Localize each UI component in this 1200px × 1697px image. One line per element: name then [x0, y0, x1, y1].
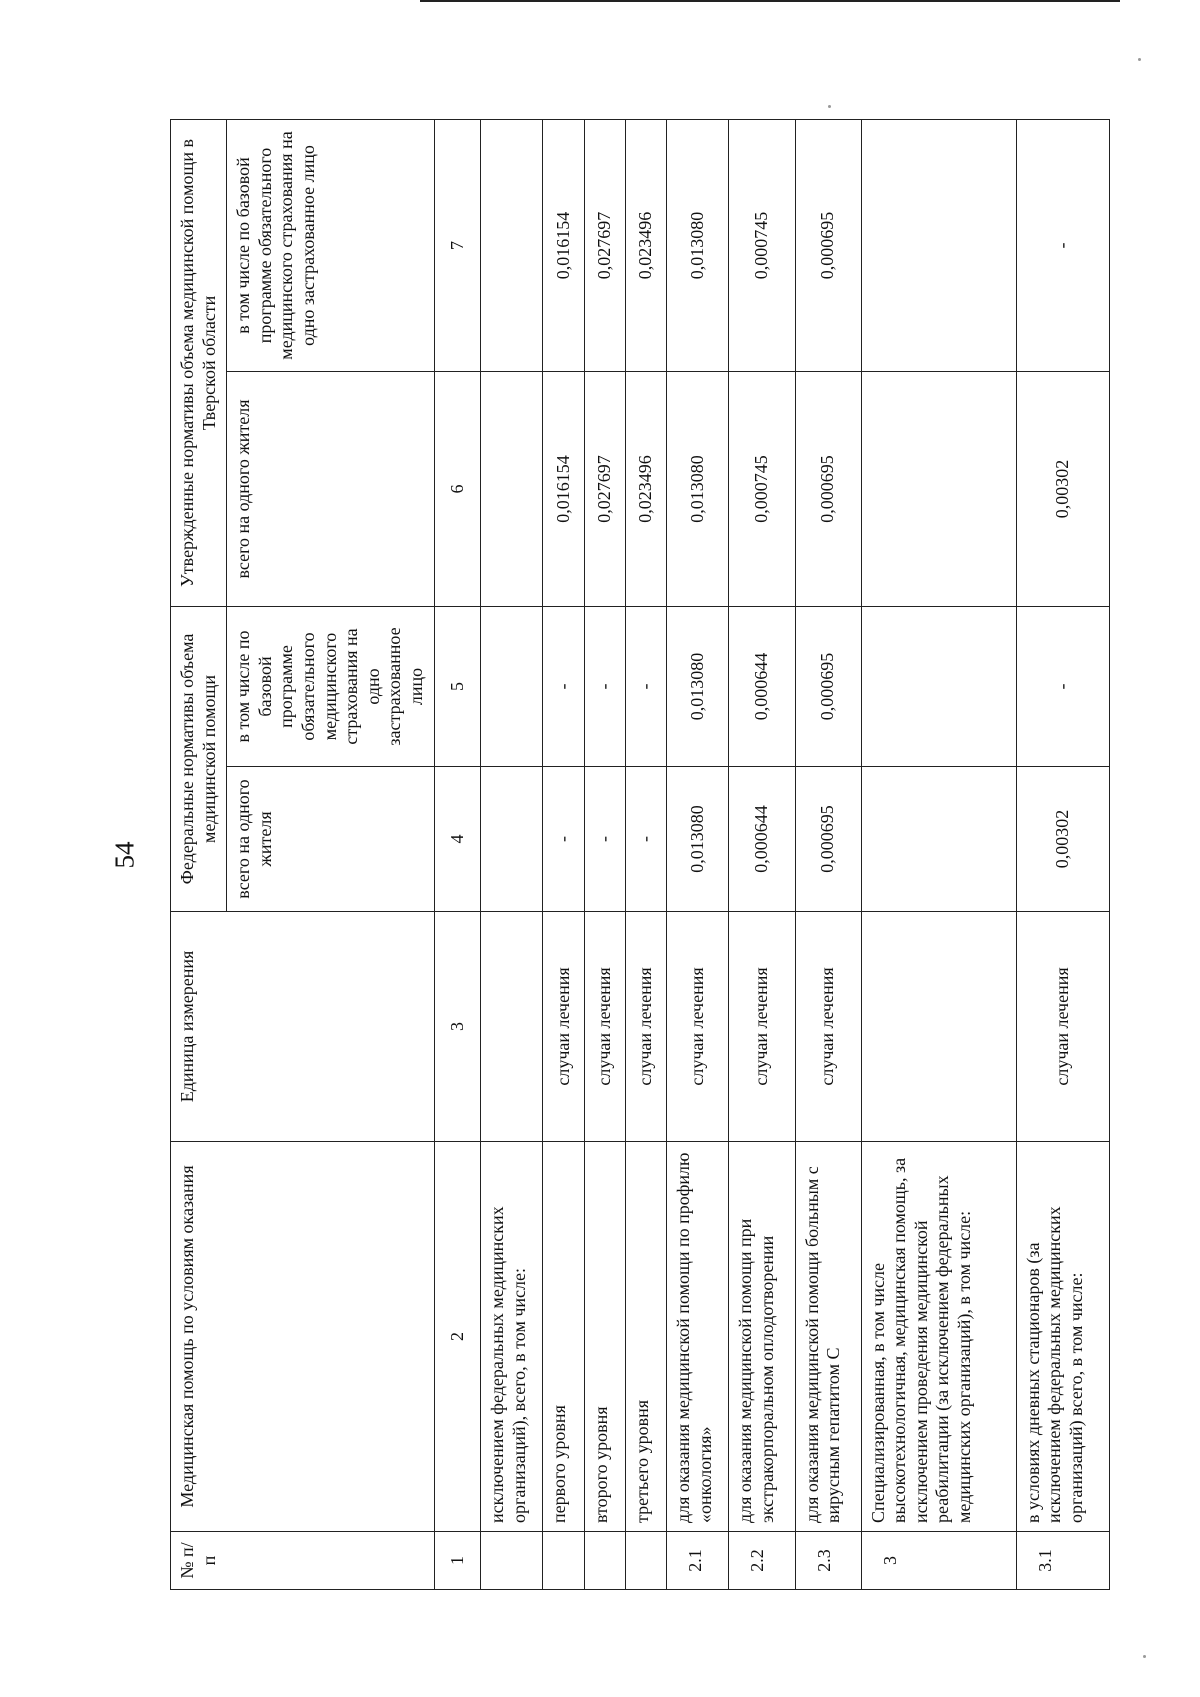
header-federal-oms: в том числе по базовой программе обязательного медицинского страхования на одно застрахованное лицо [227, 606, 434, 766]
row-tver-oms: 0,000695 [795, 119, 861, 371]
row-federal-oms: - [625, 606, 666, 766]
row-tver-total: 0,013080 [667, 371, 729, 606]
column-number: 3 [434, 912, 481, 1142]
row-tver-total: 0,00302 [1016, 371, 1109, 606]
row-federal-total: - [584, 767, 625, 912]
column-number: 5 [434, 606, 481, 766]
row-tver-total [861, 371, 1016, 606]
row-unit: случаи лечения [795, 912, 861, 1142]
row-tver-oms [861, 119, 1016, 371]
row-care-name: первого уровня [543, 1142, 584, 1532]
row-federal-total: 0,00302 [1016, 767, 1109, 912]
top-border-line [420, 0, 1120, 2]
header-tver-total: всего на одного жителя [227, 371, 434, 606]
row-care-name: для оказания медицинской помощи больным с вирусным гепатитом С [795, 1142, 861, 1532]
column-number: 2 [434, 1142, 481, 1532]
row-federal-total: - [625, 767, 666, 912]
table-row [667, 119, 729, 1589]
row-tver-oms: 0,016154 [543, 119, 584, 371]
row-tver-oms: 0,027697 [584, 119, 625, 371]
row-number [625, 1532, 666, 1590]
row-tver-oms: - [1016, 119, 1109, 371]
scan-speck [1143, 1655, 1146, 1658]
row-federal-total: 0,000644 [729, 767, 795, 912]
row-number [584, 1532, 625, 1590]
row-federal-oms: 0,000695 [795, 606, 861, 766]
row-number: 3.1 [1016, 1532, 1109, 1590]
row-number: 2.2 [729, 1532, 795, 1590]
column-number: 4 [434, 767, 481, 912]
row-tver-total: 0,016154 [543, 371, 584, 606]
table-row [625, 119, 666, 1589]
column-number: 1 [434, 1532, 481, 1590]
row-unit: случаи лечения [1016, 912, 1109, 1142]
header-num: № п/п [171, 1532, 435, 1590]
table-row [543, 119, 584, 1589]
header-row-1 [171, 119, 227, 1589]
column-numbers-row [434, 119, 481, 1589]
row-tver-total [481, 371, 543, 606]
header-tver-oms: в том числе по базовой программе обязательного медицинского страхования на одно застрахованное лицо [227, 119, 434, 371]
normatives-table [170, 119, 1110, 1590]
table-row [795, 119, 861, 1589]
row-tver-oms: 0,023496 [625, 119, 666, 371]
row-tver-oms [481, 119, 543, 371]
row-federal-oms [481, 606, 543, 766]
row-number [543, 1532, 584, 1590]
page-number: 54 [109, 841, 140, 869]
row-federal-oms: 0,000644 [729, 606, 795, 766]
scan-speck [1138, 58, 1141, 61]
table-row [861, 119, 1016, 1589]
row-unit: случаи лечения [625, 912, 666, 1142]
header-federal: Федеральные нормативы объема медицинской помощи [171, 606, 227, 911]
row-number: 3 [861, 1532, 1016, 1590]
row-care-name: Специализированная, в том числе высокотехнологичная, медицинская помощь, за исключением проведения медицинской реабилитации (за исключением федеральных медицинских организаций), в том числе: [861, 1142, 1016, 1532]
row-care-name: в условиях дневных стационаров (за исключением федеральных медицинских организаций) всего, в том числе: [1016, 1142, 1109, 1532]
row-federal-oms: - [584, 606, 625, 766]
row-number [481, 1532, 543, 1590]
row-federal-oms: - [543, 606, 584, 766]
column-number: 7 [434, 119, 481, 371]
row-care-name: для оказания медицинской помощи при экстракорпоральном оплодотворении [729, 1142, 795, 1532]
header-care: Медицинская помощь по условиям оказания [171, 1142, 435, 1532]
row-federal-total [861, 767, 1016, 912]
row-care-name: исключением федеральных медицинских организаций), всего, в том числе: [481, 1142, 543, 1532]
row-unit: случаи лечения [729, 912, 795, 1142]
table-row [1016, 119, 1109, 1589]
row-federal-oms: - [1016, 606, 1109, 766]
row-tver-total: 0,000695 [795, 371, 861, 606]
row-tver-total: 0,000745 [729, 371, 795, 606]
row-care-name: для оказания медицинской помощи по профилю «онкология» [667, 1142, 729, 1532]
table-row [729, 119, 795, 1589]
row-federal-oms [861, 606, 1016, 766]
row-tver-total: 0,023496 [625, 371, 666, 606]
row-care-name: третьего уровня [625, 1142, 666, 1532]
table-row [481, 119, 543, 1589]
header-unit: Единица измерения [171, 912, 435, 1142]
row-care-name: второго уровня [584, 1142, 625, 1532]
row-number: 2.1 [667, 1532, 729, 1590]
table-row [584, 119, 625, 1589]
row-unit [481, 912, 543, 1142]
header-tver: Утвержденные нормативы объема медицинской помощи в Тверской области [171, 119, 227, 606]
row-federal-oms: 0,013080 [667, 606, 729, 766]
column-number: 6 [434, 371, 481, 606]
row-tver-total: 0,027697 [584, 371, 625, 606]
row-unit [861, 912, 1016, 1142]
scan-speck [828, 105, 831, 108]
header-federal-total: всего на одного жителя [227, 767, 434, 912]
row-unit: случаи лечения [584, 912, 625, 1142]
row-number: 2.3 [795, 1532, 861, 1590]
row-tver-oms: 0,000745 [729, 119, 795, 371]
row-federal-total: 0,000695 [795, 767, 861, 912]
row-unit: случаи лечения [667, 912, 729, 1142]
row-federal-total [481, 767, 543, 912]
row-tver-oms: 0,013080 [667, 119, 729, 371]
row-federal-total: 0,013080 [667, 767, 729, 912]
row-federal-total: - [543, 767, 584, 912]
row-unit: случаи лечения [543, 912, 584, 1142]
